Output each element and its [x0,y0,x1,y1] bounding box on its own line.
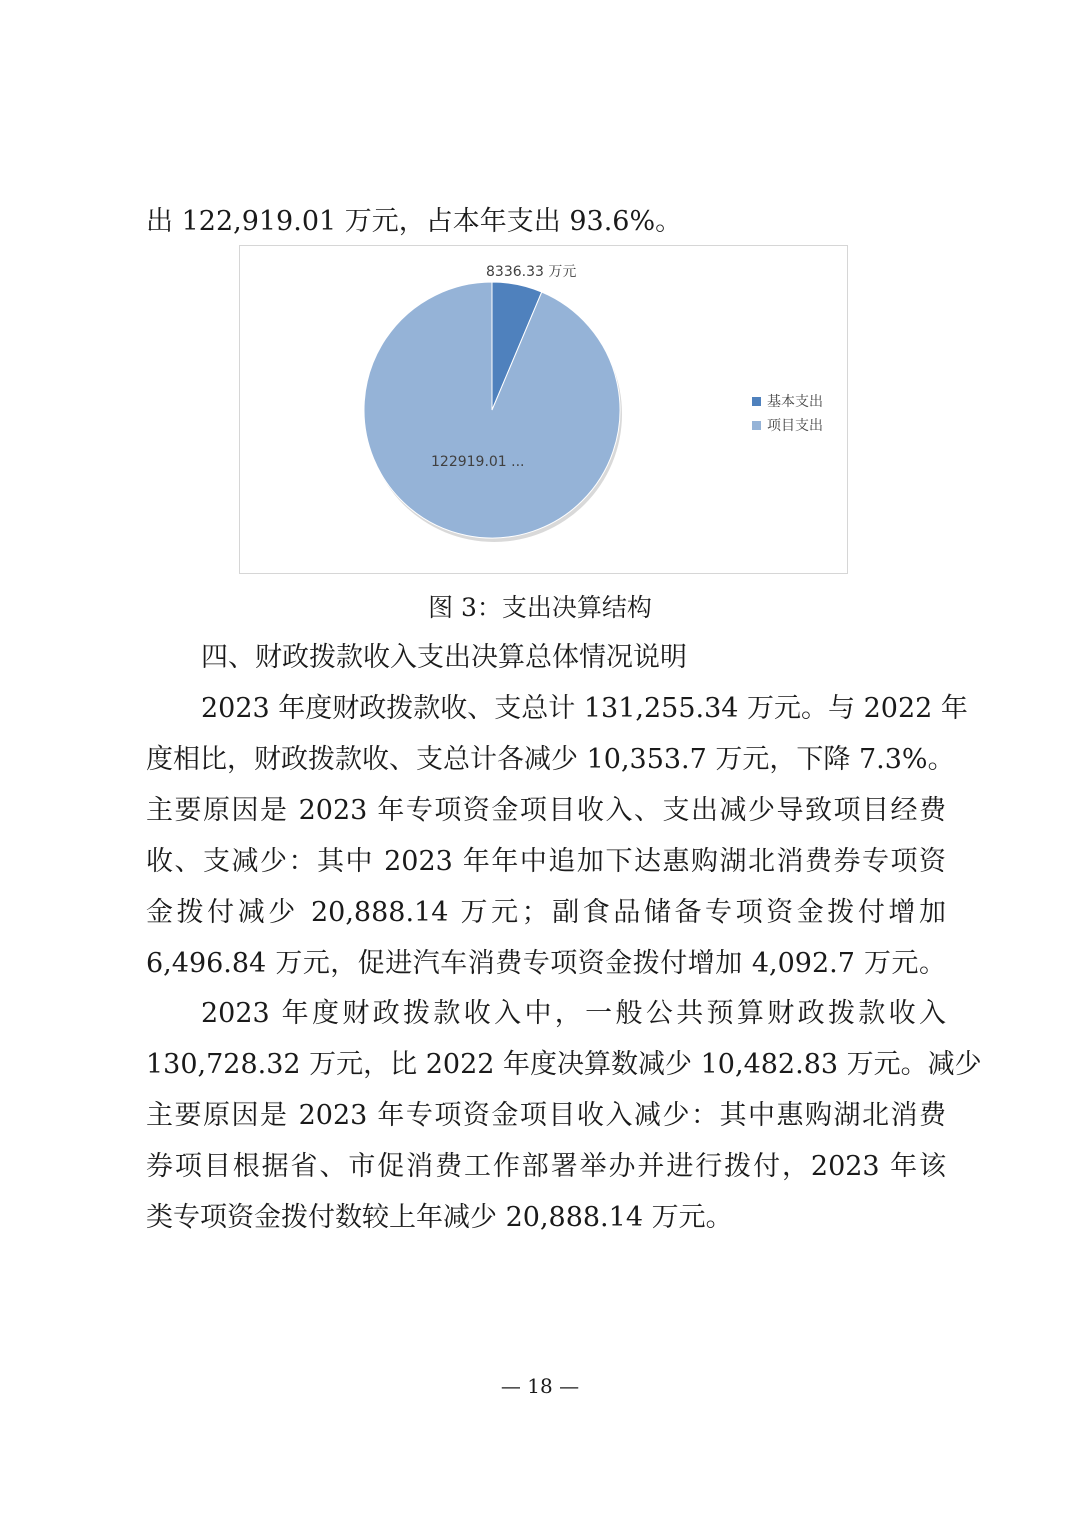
legend-label-project: 项目支出 [767,418,823,434]
continuation-line: 出 122,919.01 万元，占本年支出 93.6%。 [146,206,683,237]
legend-item-project [752,413,823,437]
data-label-project: 122919.01 ... [431,454,525,470]
paragraph1-line: 收、支减少：其中 2023 年年中追加下达惠购湖北消费券专项资 [146,846,946,877]
legend-label-basic: 基本支出 [767,394,823,410]
pie-chart [239,245,848,574]
chart-legend [752,389,823,437]
data-label-basic: 8336.33 万元 [486,264,577,280]
legend-item-basic [752,389,823,413]
section-heading: 四、财政拨款收入支出决算总体情况说明 [201,642,687,673]
figure-caption: 图 3：支出决算结构 [428,593,652,622]
paragraph2-line: 主要原因是 2023 年专项资金项目收入减少：其中惠购湖北消费 [146,1100,946,1131]
paragraph2-line: 类专项资金拨付数较上年减少 20,888.14 万元。 [146,1202,733,1233]
paragraph2-line: 2023 年度财政拨款收入中，一般公共预算财政拨款收入 [201,998,946,1029]
page-number: — 18 — [500,1374,580,1398]
paragraph1-line: 6,496.84 万元，促进汽车消费专项资金拨付增加 4,092.7 万元。 [146,948,946,979]
legend-swatch-basic [752,397,761,406]
paragraph1-line: 金拨付减少 20,888.14 万元；副食品储备专项资金拨付增加 [146,897,946,928]
paragraph1-line: 主要原因是 2023 年专项资金项目收入、支出减少导致项目经费 [146,795,946,826]
paragraph2-line: 130,728.32 万元，比 2022 年度决算数减少 10,482.83 万元。减少 [146,1049,982,1080]
pie-slice-project [364,282,620,538]
paragraph1-line: 2023 年度财政拨款收、支总计 131,255.34 万元。与 2022 年 [201,693,968,724]
paragraph2-line: 券项目根据省、市促消费工作部署举办并进行拨付，2023 年该 [146,1151,946,1182]
paragraph1-line: 度相比，财政拨款收、支总计各减少 10,353.7 万元，下降 7.3%。 [146,744,955,775]
legend-swatch-project [752,421,761,430]
